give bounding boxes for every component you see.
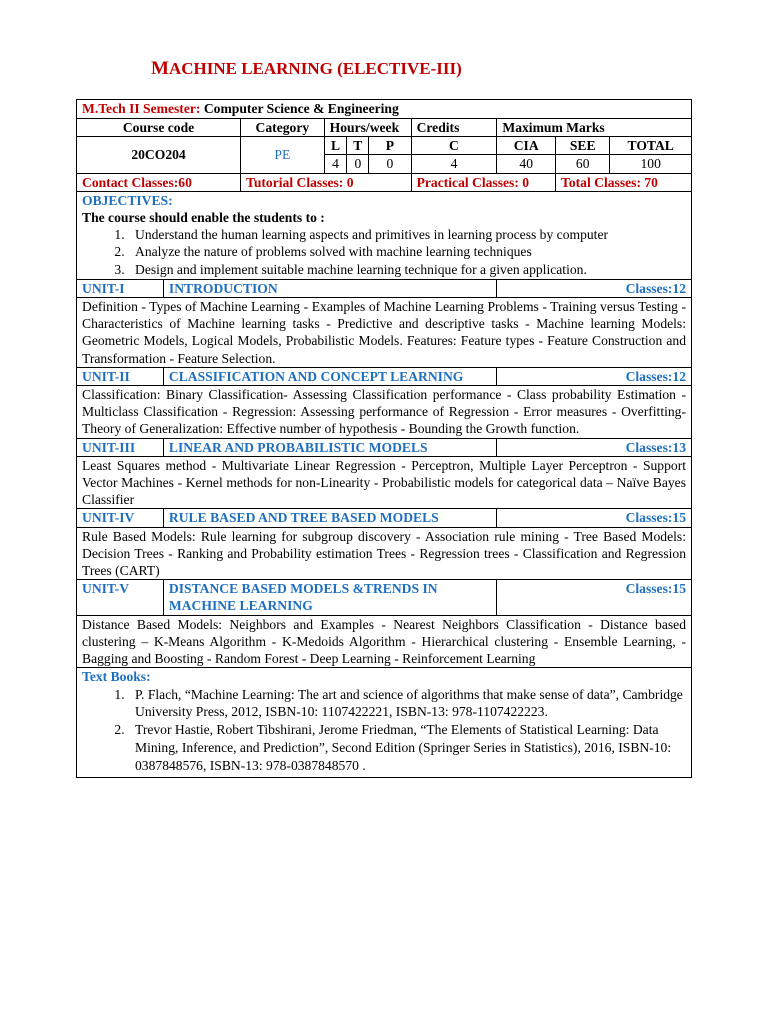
hours-week-header: Hours/week	[324, 119, 411, 137]
unit-content: Least Squares method - Multivariate Linear Regression - Perceptron, Multiple Layer Perceptron - Support Vector Machines - Kernel methods for non-Linearity - Probabilistic models for categorical data – Naïve Bayes Classifier	[77, 456, 692, 509]
unit-id: UNIT-V	[77, 580, 164, 615]
tutorial-value: 0	[347, 155, 369, 173]
total-header: TOTAL	[610, 137, 692, 155]
credits-header: Credits	[411, 119, 497, 137]
max-marks-header: Maximum Marks	[497, 119, 692, 137]
unit-5-content-row	[77, 615, 692, 668]
unit-classes: Classes:13	[497, 438, 692, 456]
objective-item: 2. Analyze the nature of problems solved with machine learning techniques	[128, 243, 686, 260]
category-header: Category	[241, 119, 325, 137]
sub-header-row	[77, 137, 692, 155]
unit-4-header	[77, 509, 692, 527]
unit-title: RULE BASED AND TREE BASED MODELS	[163, 509, 496, 527]
course-code-value: 20CO204	[77, 137, 241, 173]
unit-1-content-row	[77, 298, 692, 368]
course-title-initial: M	[151, 58, 169, 79]
unit-classes: Classes:15	[497, 509, 692, 527]
unit-4-content-row	[77, 527, 692, 580]
course-code-header: Course code	[77, 119, 241, 137]
unit-2-content-row	[77, 386, 692, 439]
tutorial-header: T	[347, 137, 369, 155]
textbooks-list	[82, 686, 686, 775]
objective-item: 3. Design and implement suitable machine learning technique for a given application.	[128, 261, 686, 278]
lecture-header: L	[324, 137, 347, 155]
objectives-row	[77, 191, 692, 279]
objectives-intro: The course should enable the students to :	[82, 210, 325, 226]
objective-item: 1. Understand the human learning aspects and primitives in learning process by computer	[128, 226, 686, 243]
total-classes: Total Classes: 70	[556, 173, 692, 191]
unit-5-header	[77, 580, 692, 615]
unit-2-header	[77, 367, 692, 385]
unit-classes: Classes:12	[497, 367, 692, 385]
course-title-rest: ACHINE LEARNING (ELECTIVE-III)	[168, 59, 462, 78]
unit-id: UNIT-II	[77, 367, 164, 385]
see-value: 60	[556, 155, 610, 173]
credit-header: C	[411, 137, 497, 155]
classes-row	[77, 173, 692, 191]
unit-content: Rule Based Models: Rule learning for subgroup discovery - Association rule mining - Tree Based Models: Decision Trees - Ranking and Probability estimation Trees - Regression trees - Classification and Regression Trees (CART)	[77, 527, 692, 580]
unit-1-header	[77, 279, 692, 297]
lecture-value: 4	[324, 155, 347, 173]
course-title	[151, 58, 462, 80]
credit-value: 4	[411, 155, 497, 173]
branch-name: Computer Science & Engineering	[203, 101, 399, 116]
column-header-row	[77, 119, 692, 137]
unit-classes: Classes:12	[497, 279, 692, 297]
unit-content: Definition - Types of Machine Learning - Examples of Machine Learning Problems - Training versus Testing - Characteristics of Machine learning tasks - Predictive and descriptive tasks - Machine learning Models: Geometric Models, Logical Models, Probabilistic Models. Features: Feature types - Feature Construction and Transformation - Feature Selection.	[77, 298, 692, 368]
cia-value: 40	[497, 155, 556, 173]
practical-value: 0	[369, 155, 411, 173]
unit-id: UNIT-III	[77, 438, 164, 456]
unit-content: Classification: Binary Classification- Assessing Classification performance - Class probability Estimation - Multiclass Classification - Regression: Assessing performance of Regression - Error measures - Overfitting- Theory of Generalization: Effective number of hypothesis - Bounding the Growth function.	[77, 386, 692, 439]
unit-content: Distance Based Models: Neighbors and Examples - Nearest Neighbors Classification - Distance based clustering – K-Means Algorithm - K-Medoids Algorithm - Hierarchical clustering - Ensemble Learning, - Bagging and Boosting - Random Forest - Deep Learning - Reinforcement Learning	[77, 615, 692, 668]
total-value: 100	[610, 155, 692, 173]
practical-classes: Practical Classes: 0	[411, 173, 555, 191]
textbooks-heading: Text Books:	[82, 669, 151, 685]
textbooks-row	[77, 668, 692, 778]
textbook-item: 2. Trevor Hastie, Robert Tibshirani, Jerome Friedman, “The Elements of Statistical Learning: Data Mining, Inference, and Prediction”, Second Edition (Springer Series in Statistics), 2016, ISBN-10: 0387848576, ISBN-13: 978-0387848570 .	[128, 721, 686, 774]
unit-title: INTRODUCTION	[163, 279, 496, 297]
objectives-list	[82, 226, 686, 278]
practical-header: P	[369, 137, 411, 155]
contact-classes: Contact Classes:60	[77, 173, 241, 191]
syllabus-table	[76, 99, 692, 778]
unit-title: DISTANCE BASED MODELS &TRENDS IN MACHINE LEARNING	[163, 580, 496, 615]
see-header: SEE	[556, 137, 610, 155]
unit-title: LINEAR AND PROBABILISTIC MODELS	[163, 438, 496, 456]
objectives-heading: OBJECTIVES:	[82, 192, 173, 208]
unit-3-content-row	[77, 456, 692, 509]
unit-id: UNIT-IV	[77, 509, 164, 527]
tutorial-classes: Tutorial Classes: 0	[241, 173, 412, 191]
category-value: PE	[241, 137, 325, 173]
unit-classes: Classes:15	[497, 580, 692, 615]
unit-3-header	[77, 438, 692, 456]
semester-label: M.Tech II Semester:	[82, 101, 201, 116]
unit-id: UNIT-I	[77, 279, 164, 297]
semester-row	[77, 100, 692, 119]
textbook-item: 1. P. Flach, “Machine Learning: The art and science of algorithms that make sense of data”, Cambridge University Press, 2012, ISBN-10: 1107422221, ISBN-13: 978-1107422223.	[128, 686, 686, 722]
cia-header: CIA	[497, 137, 556, 155]
unit-title: CLASSIFICATION AND CONCEPT LEARNING	[163, 367, 496, 385]
